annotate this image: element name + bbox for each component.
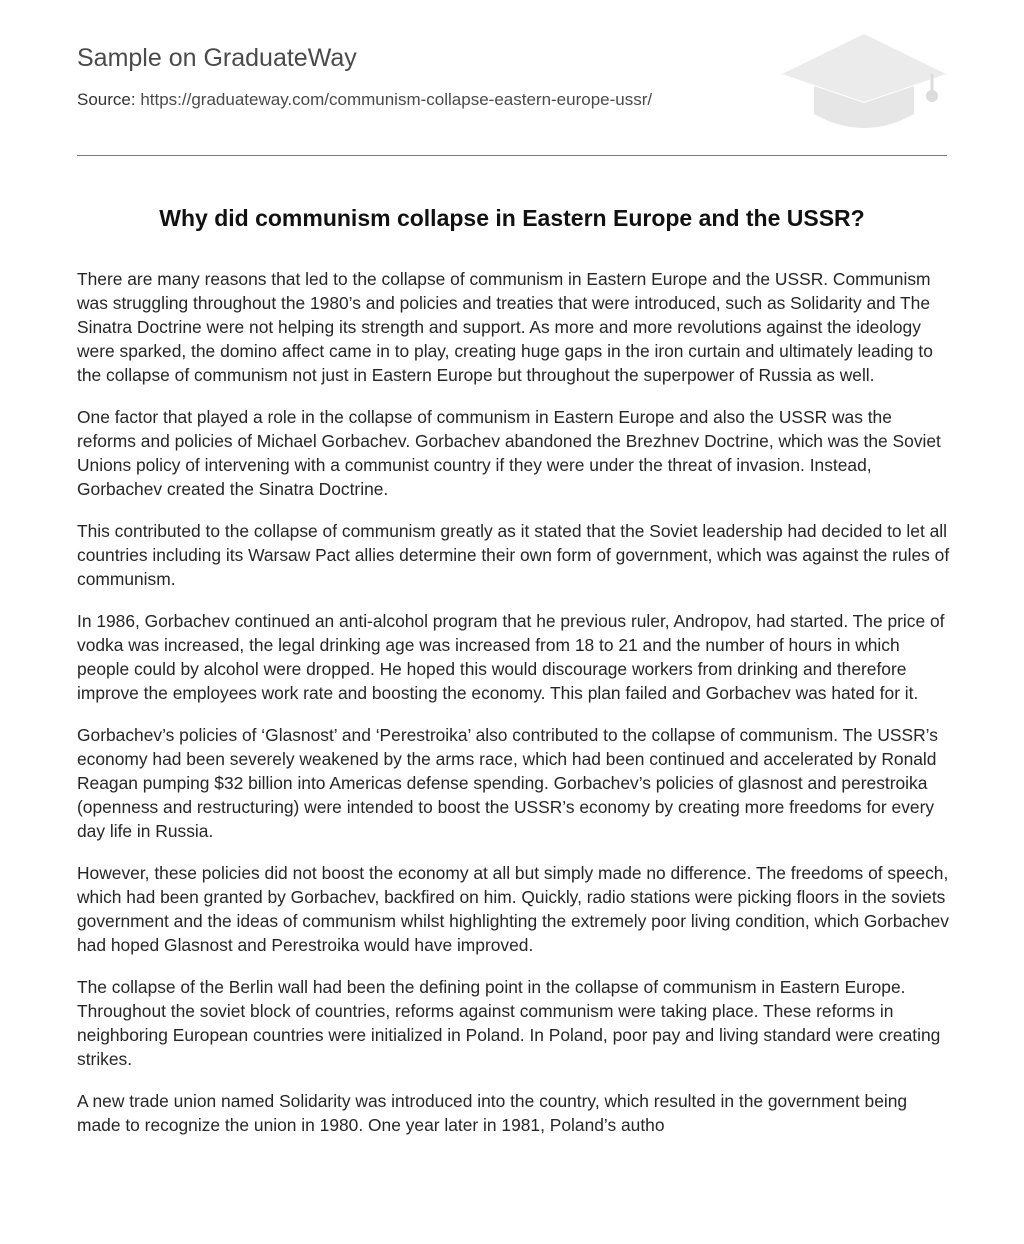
paragraph: However, these policies did not boost the economy at all but simply made no difference. The freedoms of speech, which had been granted by Gorbachev, backfired on him. Quickly, radio stations were picking floors in the soviets government and the ideas of communism whilst highlighting the extremely poor living condition, which Gorbachev had hoped Glasnost and Perestroika would have improved. [77,863,949,955]
article-body [77,267,951,1155]
graduation-cap-icon [780,30,948,134]
source-line [77,90,652,110]
paragraph: There are many reasons that led to the collapse of communism in Eastern Europe and the USSR. Communism was struggling throughout the 1980’s and policies and treaties that were introduced, such as Solidarity and The Sinatra Doctrine were not helping its strength and support. As more and more revolutions against the ideology were sparked, the domino affect came in to play, creating huge gaps in the iron curtain and ultimately leading to the collapse of communism not just in Eastern Europe but throughout the superpower of Russia as well. [77,269,933,385]
paragraph: The collapse of the Berlin wall had been the defining point in the collapse of communism in Eastern Europe. Throughout the soviet block of countries, reforms against communism were taking place. These reforms in neighboring European countries were initialized in Poland. In Poland, poor pay and living standard were creating strikes. [77,977,941,1069]
paragraph: This contributed to the collapse of communism greatly as it stated that the Soviet leadership had decided to let all countries including its Warsaw Pact allies determine their own form of government, which was against the rules of communism. [77,521,950,589]
source-link[interactable]: https://graduateway.com/communism-collapse-eastern-europe-ussr/ [140,90,653,109]
source-label: Source: [77,90,136,109]
paragraph: A new trade union named Solidarity was introduced into the country, which resulted in the government being made to recognize the union in 1980. One year later in 1981, Poland’s autho [77,1091,908,1135]
header-divider [77,155,947,156]
document-title: Why did communism collapse in Eastern Europe and the USSR? [159,205,865,231]
page-header [77,0,947,156]
paragraph: In 1986, Gorbachev continued an anti-alcohol program that he previous ruler, Andropov, had started. The price of vodka was increased, the legal drinking age was increased from 18 to 21 and the number of hours in which people could by alcohol were dropped. He hoped this would discourage workers from drinking and therefore improve the employees work rate and boosting the economy. This plan failed and Gorbachev was hated for it. [77,611,945,703]
paragraph: One factor that played a role in the collapse of communism in Eastern Europe and also the USSR was the reforms and policies of Michael Gorbachev. Gorbachev abandoned the Brezhnev Doctrine, which was the Soviet Unions policy of intervening with a communist country if they were under the threat of invasion. Instead, Gorbachev created the Sinatra Doctrine. [77,407,941,499]
paragraph: Gorbachev’s policies of ‘Glasnost’ and ‘Perestroika’ also contributed to the collapse of communism. The USSR’s economy had been severely weakened by the arms race, which had been continued and accelerated by Ronald Reagan pumping $32 billion into Americas defense spending. Gorbachev’s policies of glasnost and perestroika (openness and restructuring) were intended to boost the USSR’s economy by creating more freedoms for every day life in Russia. [77,725,938,841]
site-title: Sample on GraduateWay [77,44,357,72]
